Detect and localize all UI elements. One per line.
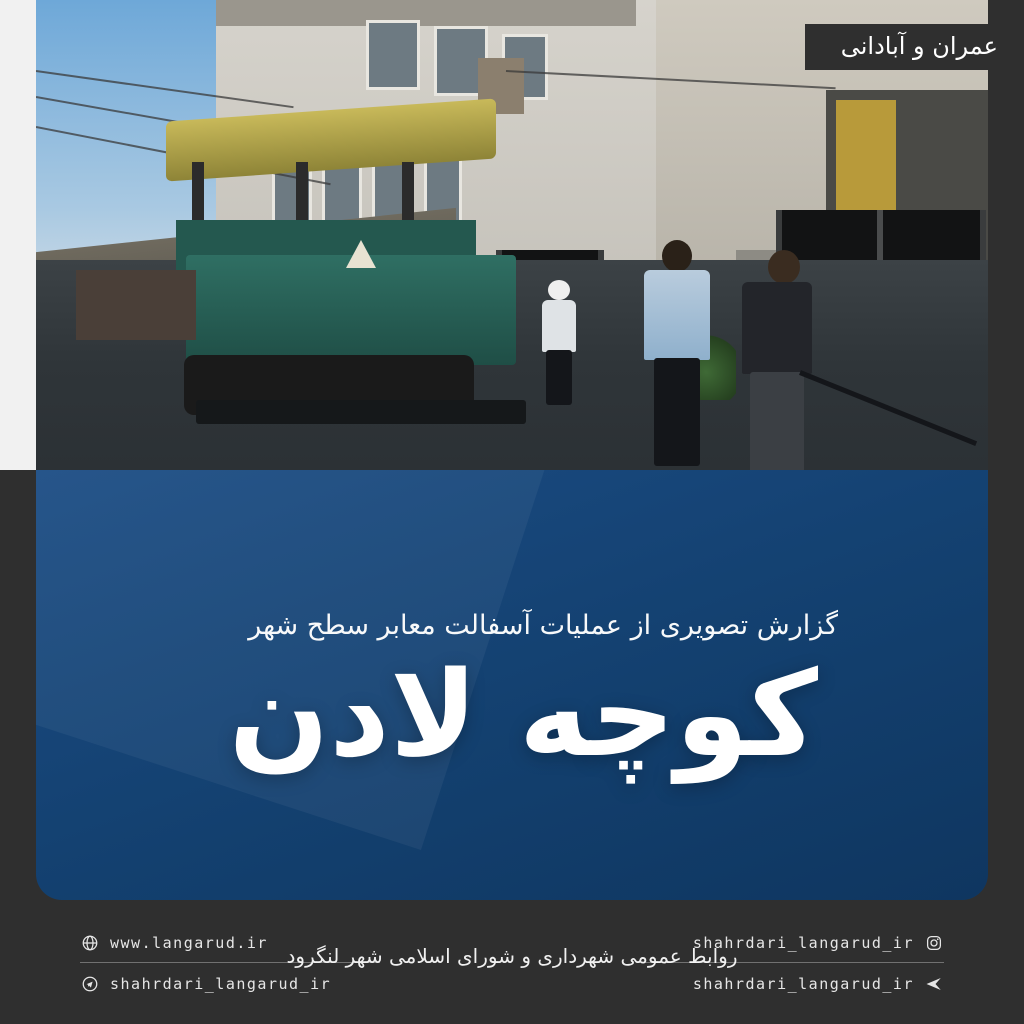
worker-head	[768, 250, 800, 284]
instagram-link[interactable]	[644, 926, 944, 960]
telegram-link[interactable]	[80, 967, 380, 1001]
send-link[interactable]	[644, 967, 944, 1001]
window	[366, 20, 420, 90]
website-url: www.langarud.ir	[110, 934, 268, 952]
organization-name: روابط عمومی شهرداری و شورای اسلامی شهر لنگرود	[286, 944, 738, 968]
worker-blue-shirt	[636, 240, 716, 470]
send-icon	[924, 974, 944, 994]
photo-asphalt-operation	[36, 0, 988, 520]
send-handle: shahrdari_langarud_ir	[692, 975, 914, 993]
instagram-icon	[924, 933, 944, 953]
worker-legs	[654, 358, 700, 466]
telegram-handle: shahrdari_langarud_ir	[110, 975, 332, 993]
dump-truck	[76, 270, 196, 340]
worker-black-shirt	[726, 250, 826, 500]
telegram-icon	[80, 974, 100, 994]
footer-divider	[644, 962, 944, 963]
category-badge: عمران و آبادانی	[805, 24, 1024, 70]
worker-head	[662, 240, 692, 272]
paver-body	[186, 255, 516, 365]
paver-canopy	[166, 98, 496, 181]
roof-slab	[216, 0, 636, 26]
worker-torso	[742, 282, 812, 374]
footer	[0, 900, 1024, 1024]
paver-screed	[196, 400, 526, 424]
footer-right-links	[644, 926, 944, 1001]
panel-headline: کوچه لادن	[228, 645, 818, 783]
paver-machine	[156, 100, 556, 440]
worker-helmet	[536, 280, 586, 410]
title-panel	[36, 470, 988, 900]
worker-helmet-icon	[548, 280, 570, 300]
worker-torso	[542, 300, 576, 352]
worker-legs	[546, 350, 572, 405]
panel-subtitle: گزارش تصویری از عملیات آسفالت معابر سطح شهر	[248, 610, 838, 641]
instagram-handle: shahrdari_langarud_ir	[692, 934, 914, 952]
worker-torso	[644, 270, 710, 360]
